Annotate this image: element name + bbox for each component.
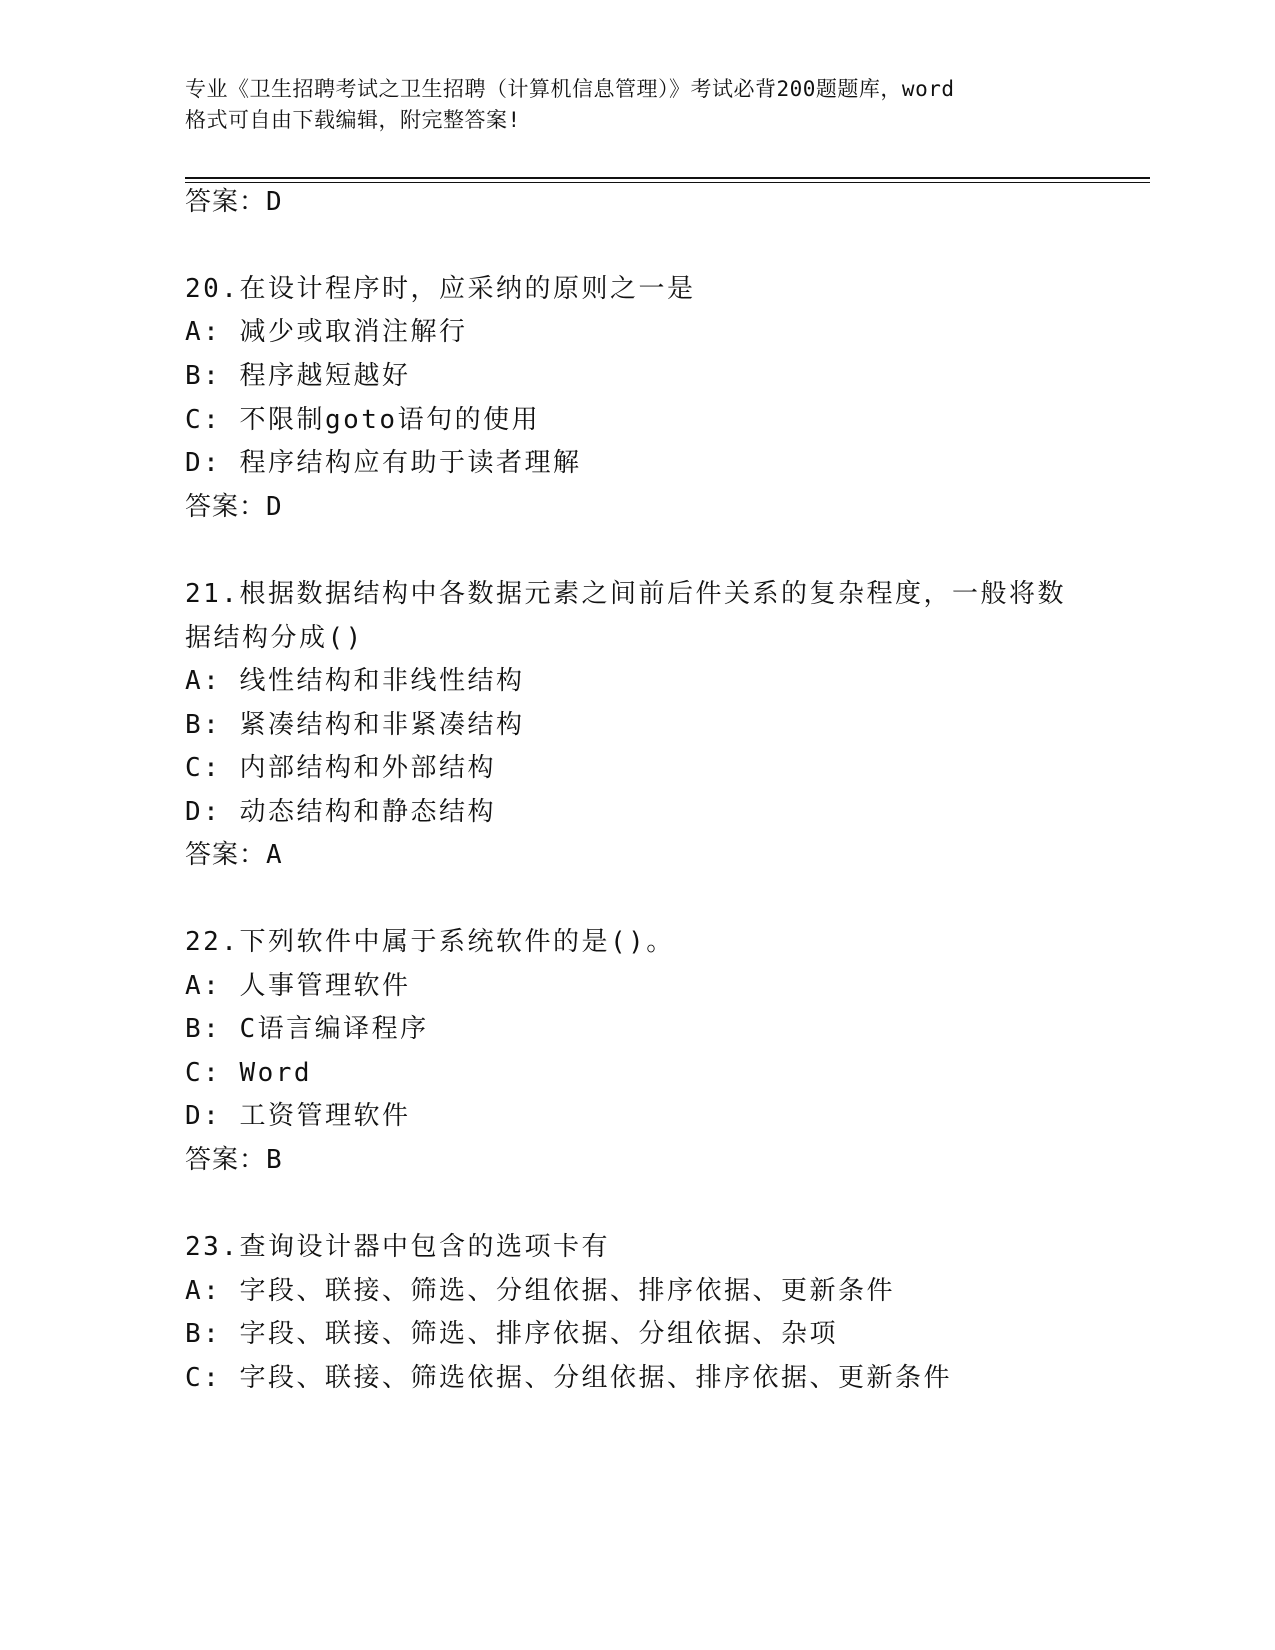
question-20-answer: 答案：D — [185, 492, 283, 522]
question-20-option-a: A: 减少或取消注解行 — [185, 317, 468, 347]
header-divider — [185, 177, 1150, 179]
question-21-option-b: B: 紧凑结构和非紧凑结构 — [185, 710, 525, 740]
question-22-option-d: D: 工资管理软件 — [185, 1101, 411, 1131]
question-21-option-c: C: 内部结构和外部结构 — [185, 753, 496, 783]
question-21-stem-line-2: 据结构分成() — [185, 623, 364, 653]
header-line-1: 专业《卫生招聘考试之卫生招聘（计算机信息管理）》考试必背200题题库，word — [185, 77, 955, 101]
document-header — [185, 74, 1085, 136]
question-23-option-b: B: 字段、联接、筛选、排序依据、分组依据、杂项 — [185, 1319, 838, 1349]
header-divider-thin — [185, 182, 1150, 183]
question-20-option-b: B: 程序越短越好 — [185, 361, 411, 391]
question-21-option-a: A: 线性结构和非线性结构 — [185, 666, 525, 696]
question-22-option-a: A: 人事管理软件 — [185, 971, 411, 1001]
header-line-2: 格式可自由下载编辑，附完整答案! — [185, 108, 521, 132]
question-23-option-c: C: 字段、联接、筛选依据、分组依据、排序依据、更新条件 — [185, 1363, 952, 1393]
question-22-option-b: B: C语言编译程序 — [185, 1014, 429, 1044]
previous-answer: 答案：D — [185, 187, 283, 217]
question-22-stem: 22.下列软件中属于系统软件的是()。 — [185, 927, 675, 957]
question-22-option-c: C: Word — [185, 1058, 313, 1088]
question-23-option-a: A: 字段、联接、筛选、分组依据、排序依据、更新条件 — [185, 1276, 895, 1306]
question-21-answer: 答案：A — [185, 840, 283, 870]
question-20-option-c: C: 不限制goto语句的使用 — [185, 405, 541, 435]
question-20-option-d: D: 程序结构应有助于读者理解 — [185, 448, 582, 478]
question-23-stem: 23.查询设计器中包含的选项卡有 — [185, 1232, 610, 1262]
question-22-answer: 答案：B — [185, 1145, 283, 1175]
question-21-stem-line-1: 21.根据数据结构中各数据元素之间前后件关系的复杂程度，一般将数 — [185, 579, 1066, 609]
question-21-option-d: D: 动态结构和静态结构 — [185, 797, 496, 827]
question-20-stem: 20.在设计程序时，应采纳的原则之一是 — [185, 274, 696, 304]
